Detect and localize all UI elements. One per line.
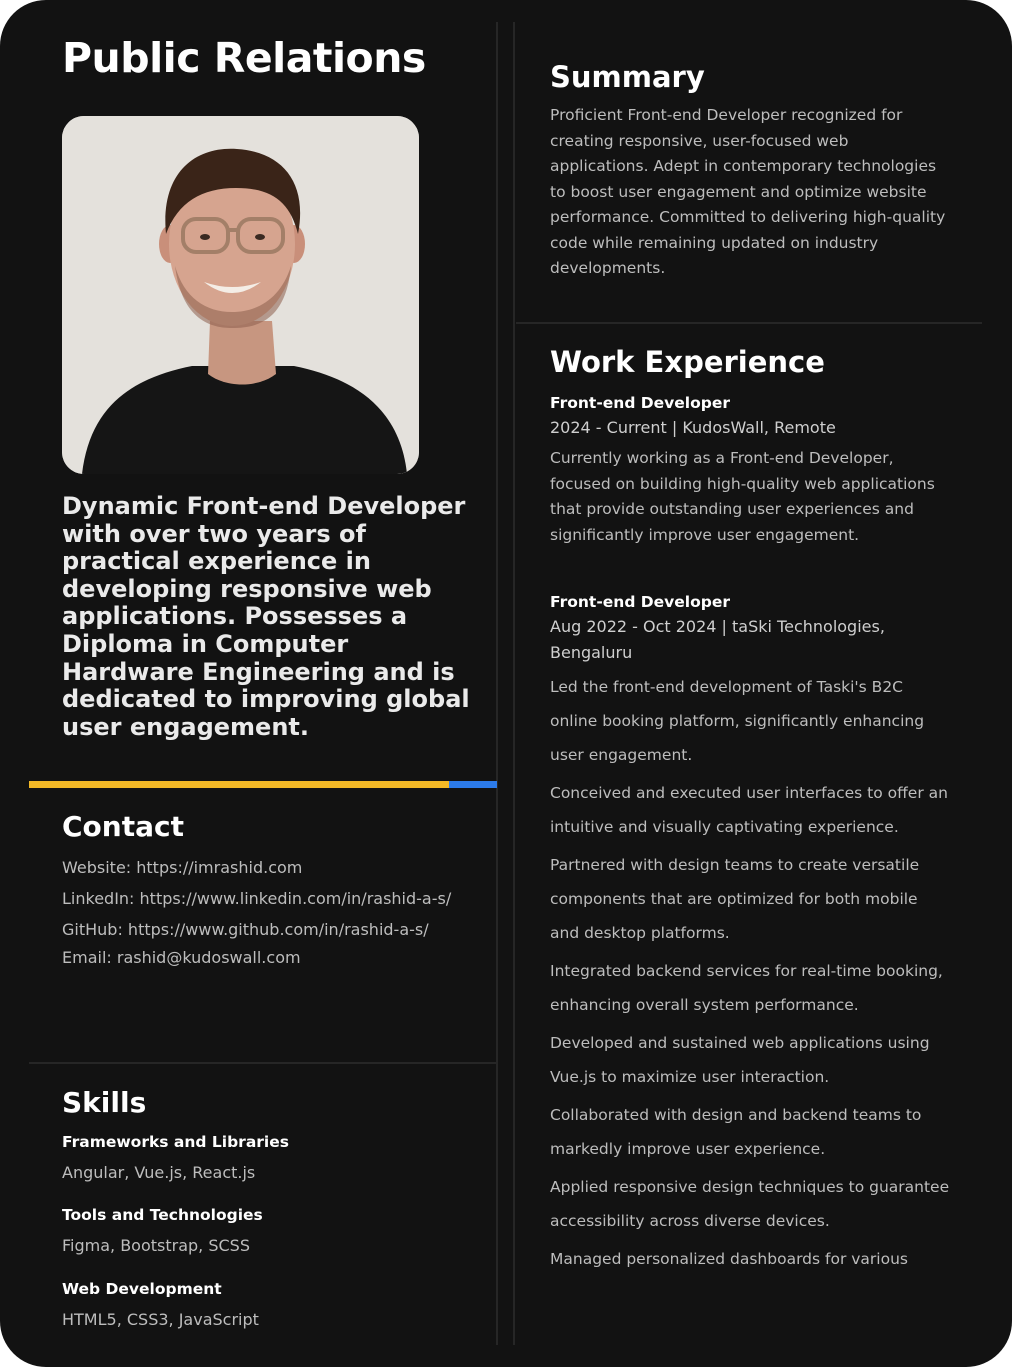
skill-group-tools xyxy=(62,1204,462,1258)
list-item: Integrated backend services for real-time booking, enhancing overall system performance. xyxy=(550,962,943,1014)
list-item: Partnered with design teams to create versatile components that are optimized for both mobile and desktop platforms. xyxy=(550,856,920,942)
page-title: Public Relations xyxy=(62,34,426,82)
contact-linkedin[interactable]: LinkedIn: https://www.linkedin.com/in/rashid-a-s/ xyxy=(62,889,452,908)
list-item: Led the front-end development of Taski's B2C online booking platform, significantly enhancing user engagement. xyxy=(550,678,925,764)
skills-heading: Skills xyxy=(62,1086,147,1119)
intro-statement: Dynamic Front-end Developer with over two years of practical experience in developing responsive web applications. Possesses a Diploma in Computer Hardware Engineering and is dedicated to improving global user engagement. xyxy=(62,492,470,741)
list-item: Developed and sustained web applications using Vue.js to maximize user interaction. xyxy=(550,1034,930,1086)
contact-divider xyxy=(29,1062,496,1064)
job-bullets xyxy=(550,670,950,1276)
contact-email[interactable]: Email: rashid@kudoswall.com xyxy=(62,948,301,967)
skill-value: Figma, Bootstrap, SCSS xyxy=(62,1236,250,1255)
list-item: Applied responsive design techniques to guarantee accessibility across diverse devices. xyxy=(550,1178,950,1230)
skill-heading: Frameworks and Libraries xyxy=(62,1133,289,1151)
accent-bar-yellow xyxy=(29,781,449,788)
job-kudoswall xyxy=(550,392,950,548)
contact-website[interactable]: Website: https://imrashid.com xyxy=(62,858,303,877)
column-divider-left xyxy=(496,22,498,1345)
accent-bar-blue xyxy=(449,781,497,788)
skill-group-frameworks xyxy=(62,1131,462,1185)
list-item: Managed personalized dashboards for various xyxy=(550,1250,908,1268)
contact-heading: Contact xyxy=(62,810,184,843)
summary-heading: Summary xyxy=(550,60,705,94)
list-item: Conceived and executed user interfaces to offer an intuitive and visually captivating experience. xyxy=(550,784,948,836)
job-meta: 2024 - Current | KudosWall, Remote xyxy=(550,418,836,437)
skill-heading: Tools and Technologies xyxy=(62,1206,263,1224)
contact-github[interactable]: GitHub: https://www.github.com/in/rashid-a-s/ xyxy=(62,920,429,939)
profile-photo xyxy=(62,116,419,474)
skill-group-web-development xyxy=(62,1278,462,1332)
job-title: Front-end Developer xyxy=(550,593,731,611)
work-experience-heading: Work Experience xyxy=(550,345,825,379)
skill-value: HTML5, CSS3, JavaScript xyxy=(62,1310,259,1329)
summary-text: Proficient Front-end Developer recognized for creating responsive, user-focused web applications. Adept in contemporary technologies to boost user engagement and optimize website performance. Committed to delivering high-quality code while remaining updated on industry developments. xyxy=(550,106,946,277)
job-meta: Aug 2022 - Oct 2024 | taSki Technologies, Bengaluru xyxy=(550,617,885,662)
skill-value: Angular, Vue.js, React.js xyxy=(62,1163,256,1182)
list-item: Collaborated with design and backend teams to markedly improve user experience. xyxy=(550,1106,922,1158)
summary-divider xyxy=(516,322,982,324)
column-divider-right xyxy=(513,22,515,1345)
contact-list xyxy=(62,856,457,977)
job-description: Currently working as a Front-end Developer, focused on building high-quality web applications that provide outstanding user experiences and significantly improve user engagement. xyxy=(550,449,935,544)
skill-heading: Web Development xyxy=(62,1280,222,1298)
job-title: Front-end Developer xyxy=(550,394,731,412)
job-taski xyxy=(550,591,950,1280)
